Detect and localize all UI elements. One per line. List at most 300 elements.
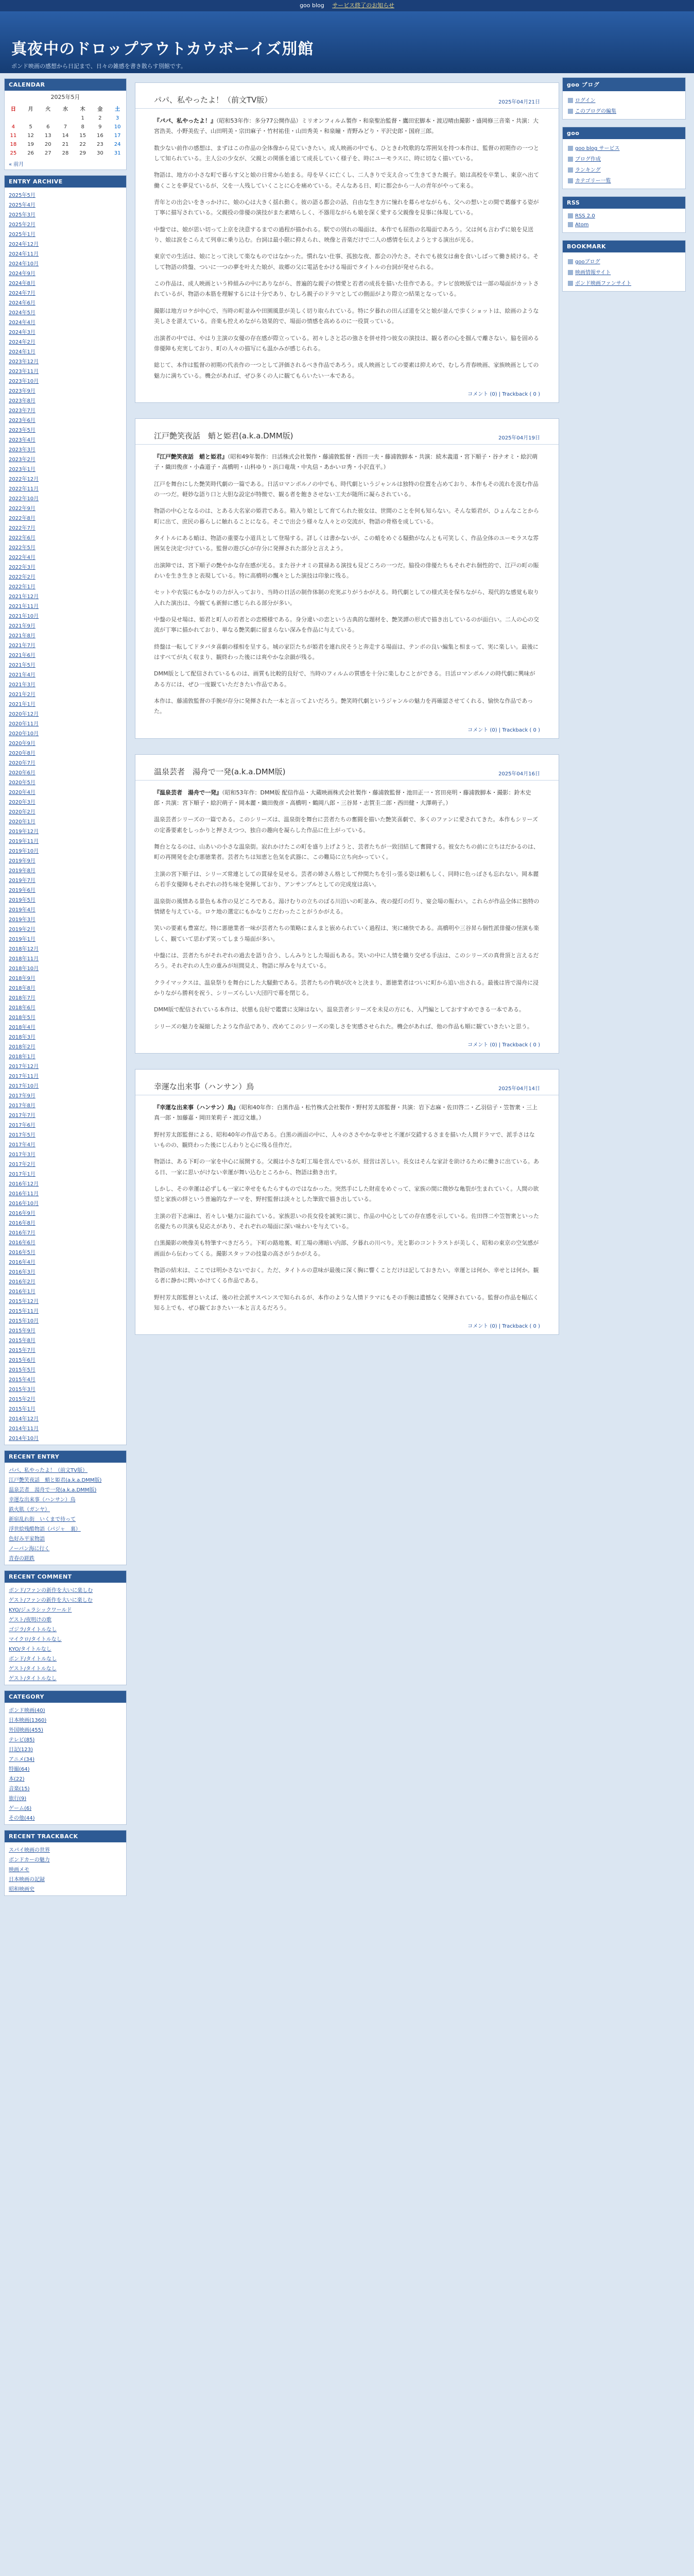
category-box bbox=[4, 1690, 127, 1825]
archive-link[interactable]: 2019年8月 bbox=[9, 868, 36, 874]
category-link[interactable]: 旅行(9) bbox=[9, 1796, 27, 1802]
archive-link[interactable]: 2021年2月 bbox=[9, 692, 36, 698]
archive-link[interactable]: 2017年7月 bbox=[9, 1113, 36, 1118]
archive-link[interactable]: 2015年1月 bbox=[9, 1406, 36, 1412]
rss-link[interactable] bbox=[568, 221, 680, 229]
archive-link[interactable]: 2022年12月 bbox=[9, 477, 39, 482]
archive-link[interactable]: 2021年5月 bbox=[9, 663, 36, 668]
archive-link[interactable]: 2016年7月 bbox=[9, 1230, 36, 1236]
archive-link[interactable]: 2024年6月 bbox=[9, 300, 36, 306]
archive-link[interactable]: 2020年11月 bbox=[9, 721, 39, 727]
goo-blog-box bbox=[562, 77, 686, 120]
archive-link[interactable]: 2015年4月 bbox=[9, 1377, 36, 1383]
goo-blog-link[interactable]: goo blog bbox=[300, 2, 324, 9]
entry-date[interactable]: 2025年04月21日 bbox=[498, 99, 540, 105]
archive-link[interactable]: 2025年3月 bbox=[9, 212, 36, 218]
entry-paragraph: 温泉街の風情ある景色も本作の見どころである。湯けむりの立ちのぼる川沿いの町並み、夜の提灯の灯り、宴会場の賑わい。これらが作品全体に独特の情緒を与えている。ロケ地の選定にもかなりこだわったことがうかがえる。 bbox=[154, 897, 540, 915]
recent-entry-link[interactable]: 青春の蹉跌 bbox=[9, 1556, 34, 1562]
blog-link[interactable] bbox=[568, 94, 680, 105]
entry-paragraph: 本作は、藤浦敦監督の手腕が存分に発揮された一本と言ってよいだろう。艶笑時代劇というジャンルの魅力を再確認させてくれる、愉快な作品であった。 bbox=[154, 698, 533, 715]
archive-link[interactable]: 2014年11月 bbox=[9, 1426, 39, 1432]
goo-link[interactable] bbox=[568, 142, 680, 153]
archive-link[interactable]: 2022年8月 bbox=[9, 516, 36, 521]
archive-link[interactable]: 2015年3月 bbox=[9, 1387, 36, 1393]
archive-link[interactable]: 2023年11月 bbox=[9, 369, 39, 375]
archive-link[interactable]: 2014年10月 bbox=[9, 1436, 39, 1442]
archive-link[interactable]: 2015年12月 bbox=[9, 1299, 39, 1304]
archive-link[interactable]: 2019年4月 bbox=[9, 907, 36, 913]
entry-title[interactable]: 温泉芸者 湯舟で一発(a.k.a.DMM版) bbox=[154, 767, 286, 776]
archive-link[interactable]: 2019年12月 bbox=[9, 829, 39, 835]
entry-lead-title: 『パパ、私やったよ！』 bbox=[154, 117, 216, 124]
archive-link[interactable]: 2021年11月 bbox=[9, 604, 39, 609]
archive-link[interactable]: 2020年6月 bbox=[9, 770, 36, 776]
entry-paragraph: 数少ない前作の感想は、まずはこの作品の全体像から見ていきたい。成人映画の中でも、ひときわ牧歌的な雰囲気を持つ本作は、監督の初期作の一つとして知られている。主人公の少女が、父親との関係を通じて成長していく様子を、時にユーモラスに、時に切なく描いている。 bbox=[154, 144, 539, 162]
calendar-day[interactable]: 5 bbox=[29, 124, 32, 130]
category-link[interactable]: 本(22) bbox=[9, 1776, 25, 1782]
archive-link[interactable]: 2017年5月 bbox=[9, 1132, 36, 1138]
calendar-day[interactable]: 19 bbox=[27, 142, 34, 147]
entry-paragraph: 笑いの要素も豊富だ。特に悪徳業者一味が芸者たちの策略にまんまと嵌められていく過程は、実に痛快である。高橋明や三谷昇ら個性派俳優の怪演も楽しく、観ていて思わず笑ってしまう場面が多い。 bbox=[154, 925, 539, 942]
archive-link[interactable]: 2018年1月 bbox=[9, 1054, 36, 1060]
archive-link[interactable]: 2024年4月 bbox=[9, 320, 36, 326]
entry-title[interactable]: 江戸艶笑夜話 蛸と姫君(a.k.a.DMM版) bbox=[154, 431, 293, 440]
archive-link[interactable]: 2015年8月 bbox=[9, 1338, 36, 1344]
entry-paragraph: 出演陣では、宮下順子の艶やかな存在感が光る。また谷ナオミの貫禄ある演技も見どころの一つだ。脇役の俳優たちもそれぞれ個性的で、江戸の町の賑わいを生き生きと表現している。特に高橋明の飄々とした演技は印象に残る。 bbox=[154, 562, 539, 579]
service-end-notice-link[interactable]: サービス終了のお知らせ bbox=[332, 2, 394, 9]
goo-blog-box-title: goo ブログ bbox=[563, 78, 685, 91]
trackback-list bbox=[5, 1842, 126, 1895]
archive-link[interactable]: 2015年10月 bbox=[9, 1318, 39, 1324]
trackback-link[interactable]: 日本映画の記録 bbox=[9, 1877, 45, 1883]
archive-link[interactable]: 2016年9月 bbox=[9, 1211, 36, 1216]
archive-link[interactable]: 2020年8月 bbox=[9, 751, 36, 756]
archive-link[interactable]: 2025年5月 bbox=[9, 193, 36, 198]
recent-trackback-title: RECENT TRACKBACK bbox=[5, 1831, 126, 1842]
recent-entry-link[interactable]: ノーパン海に行く bbox=[9, 1546, 50, 1552]
entry-paragraph: クライマックスは、温泉祭りを舞台にした大騒動である。芸者たちの作戦が次々と決まり、悪徳業者はついに町から追い出される。最後は皆で湯舟に浸かりながら勝利を祝う、シリーズらしい大団円で幕を閉じる。 bbox=[154, 979, 539, 996]
category-list bbox=[5, 1703, 126, 1824]
category-link[interactable]: 音楽(15) bbox=[9, 1786, 30, 1792]
archive-link[interactable]: 2022年5月 bbox=[9, 545, 36, 551]
archive-link[interactable]: 2023年7月 bbox=[9, 408, 36, 414]
entry-paragraph: 白黒撮影の映像美も特筆すべきだろう。下町の路地裏、町工場の薄暗い内部、夕暮れの川べり。光と影のコントラストが美しく、昭和の東京の空気感が画面から伝わってくる。撮影スタッフの技量の高さがうかがえる。 bbox=[154, 1240, 539, 1257]
entry-paragraph: 主演の岩下志麻は、若々しい魅力に溢れている。家族思いの長女役を誠実に演じ、作品の中心としての存在感を示している。佐田啓二や笠智衆といった名優たちの共演も見応えがあり、それぞれの場面に深い味わいを与えている。 bbox=[154, 1212, 539, 1230]
entry-lead-text: （昭和49年製作：日活株式会社製作・藤浦敦監督・西田一夫・藤浦敦脚本・共演：続木義道・宮下順子・谷ナオミ・絵沢萌子・織田俊彦・小森道子・高橋明・山科ゆり・浜口竜哉・中丸信・あかいロ秀・小沢直平。） bbox=[154, 453, 538, 471]
archive-link[interactable]: 2017年12月 bbox=[9, 1064, 39, 1070]
archive-link[interactable]: 2019年10月 bbox=[9, 849, 39, 854]
archive-link[interactable]: 2020年10月 bbox=[9, 731, 39, 737]
archive-link[interactable]: 2024年9月 bbox=[9, 271, 36, 277]
goo-link-label: ブログ作成 bbox=[575, 157, 601, 162]
archive-link[interactable]: 2017年4月 bbox=[9, 1142, 36, 1148]
archive-link[interactable]: 2019年7月 bbox=[9, 878, 36, 884]
archive-link[interactable]: 2015年5月 bbox=[9, 1367, 36, 1373]
archive-link[interactable]: 2025年4月 bbox=[9, 202, 36, 208]
calendar-day[interactable]: 13 bbox=[44, 133, 51, 139]
entry-footer-links[interactable]: コメント (0) | Trackback ( 0 ) bbox=[467, 1324, 540, 1330]
entry-title[interactable]: 幸運な出来事（ハンサン）鳥 bbox=[154, 1081, 254, 1091]
archive-link[interactable]: 2023年3月 bbox=[9, 447, 36, 453]
recent-comment-list bbox=[5, 1583, 126, 1685]
archive-link[interactable]: 2023年1月 bbox=[9, 467, 36, 472]
archive-link[interactable]: 2016年1月 bbox=[9, 1289, 36, 1295]
archive-link[interactable]: 2022年11月 bbox=[9, 486, 39, 492]
calendar-week bbox=[5, 140, 126, 149]
calendar-day[interactable]: 10 bbox=[114, 124, 121, 130]
archive-link[interactable]: 2018年6月 bbox=[9, 1005, 36, 1011]
archive-link[interactable]: 2021年7月 bbox=[9, 643, 36, 649]
archive-link[interactable]: 2018年10月 bbox=[9, 966, 39, 972]
calendar-day[interactable]: 25 bbox=[10, 150, 17, 156]
calendar-day[interactable]: 7 bbox=[63, 124, 67, 130]
archive-link[interactable]: 2024年12月 bbox=[9, 242, 39, 247]
entry-paragraph: 終盤は一転してドタバタ喜劇の様相を呈する。城の家臣たちが姫君を連れ戻そうと奔走する場面は、テンポの良い編集と相まって、実に楽しい。最後にはすべてが丸く収まり、観終わった後には爽やかな余韻が残る。 bbox=[154, 643, 539, 661]
bookmark-link-label: 映画情報サイト bbox=[575, 270, 611, 276]
calendar-day[interactable]: 23 bbox=[97, 142, 103, 147]
archive-link[interactable]: 2021年10月 bbox=[9, 614, 39, 619]
entry-header bbox=[135, 419, 559, 445]
recent-comment-title: RECENT COMMENT bbox=[5, 1571, 126, 1583]
entry-paragraph: タイトルにある蛸は、物語の重要な小道具として登場する。詳しくは書かないが、この蛸をめぐる騒動がなんとも可笑しく、作品全体のユーモラスな雰囲気を決定づけている。監督の遊び心が存分に発揮された部分と言えよう。 bbox=[154, 534, 539, 552]
archive-link[interactable]: 2023年9月 bbox=[9, 388, 36, 394]
calendar-day[interactable]: 1 bbox=[81, 115, 84, 121]
calendar-day[interactable]: 15 bbox=[79, 133, 86, 139]
calendar-day[interactable]: 21 bbox=[62, 142, 69, 147]
archive-link[interactable]: 2020年7月 bbox=[9, 760, 36, 766]
calendar-day[interactable]: 28 bbox=[62, 150, 69, 156]
archive-link[interactable]: 2020年4月 bbox=[9, 790, 36, 795]
goo-link[interactable] bbox=[568, 153, 680, 164]
recent-comment-link[interactable]: KYO/タイトルなし bbox=[9, 1647, 51, 1652]
entry-paragraph: 舞台となるのは、山あいの小さな温泉街。寂れかけたこの町を盛り上げようと、芸者たちが一致団結して奮闘する。彼女たちの前に立ちはだかるのは、町の再開発を企む悪徳業者。芸者たちは知恵と色気を武器に、この難局に立ち向かっていく。 bbox=[154, 843, 539, 861]
trackback-link[interactable]: ボンドカーの魅力 bbox=[9, 1857, 50, 1863]
archive-link[interactable]: 2016年12月 bbox=[9, 1181, 39, 1187]
calendar-day bbox=[39, 114, 57, 123]
calendar-day[interactable]: 18 bbox=[10, 142, 17, 147]
archive-link[interactable]: 2019年11月 bbox=[9, 839, 39, 844]
archive-link[interactable]: 2016年4月 bbox=[9, 1260, 36, 1265]
archive-link[interactable]: 2021年12月 bbox=[9, 594, 39, 600]
archive-link[interactable]: 2015年6月 bbox=[9, 1358, 36, 1363]
entry-paragraph: 中盤には、芸者たちがそれぞれの過去を語り合う、しんみりとした場面もある。笑いの中に人情を織り交ぜる手法は、このシリーズの真骨頂と言えるだろう。それぞれの人生の重みが垣間見え、物語に厚みを与えている。 bbox=[154, 952, 539, 970]
recent-comment-link[interactable]: ゲスト/ファンの新作を大いに楽しむ bbox=[9, 1598, 93, 1603]
archive-link[interactable]: 2018年9月 bbox=[9, 976, 36, 981]
link-bullet-icon bbox=[568, 270, 573, 275]
recent-entry-link[interactable]: 浮世絵残酷物語（パジャ 裏） bbox=[9, 1527, 81, 1532]
entry-paragraph: しかし、その幸運は必ずしも一家に幸せをもたらすものではなかった。突然手にした財産をめぐって、家族の間に微妙な亀裂が生まれていく。人間の欲望と家族の絆という普遍的なテーマを、野村監督は淡々とした筆致で描き出している。 bbox=[154, 1185, 539, 1203]
archive-link[interactable]: 2016年2月 bbox=[9, 1279, 36, 1285]
archive-link[interactable]: 2025年1月 bbox=[9, 232, 36, 238]
archive-link[interactable]: 2020年3月 bbox=[9, 800, 36, 805]
recent-entry-link[interactable]: 鉄火肌（ガンヤ） bbox=[9, 1507, 50, 1513]
bookmark-link[interactable] bbox=[568, 266, 680, 277]
calendar-day[interactable]: 22 bbox=[79, 142, 86, 147]
archive-link[interactable]: 2024年11月 bbox=[9, 251, 39, 257]
calendar-day[interactable]: 17 bbox=[114, 133, 121, 139]
recent-entry-link[interactable]: 江戸艶笑夜話 蛸と姫君(a.k.a.DMM版) bbox=[9, 1478, 102, 1483]
recent-comment-link[interactable]: ゲスト/タイトルなし bbox=[9, 1666, 57, 1672]
entry-archive-box bbox=[4, 175, 127, 1445]
archive-link[interactable]: 2018年3月 bbox=[9, 1035, 36, 1040]
goo-link[interactable] bbox=[568, 175, 680, 185]
calendar-day[interactable]: 2 bbox=[98, 115, 102, 121]
archive-link[interactable]: 2015年7月 bbox=[9, 1348, 36, 1353]
archive-link[interactable]: 2019年3月 bbox=[9, 917, 36, 923]
archive-link[interactable]: 2022年6月 bbox=[9, 535, 36, 541]
archive-link[interactable]: 2019年6月 bbox=[9, 888, 36, 893]
calendar-day bbox=[22, 114, 40, 123]
entry-footer-links[interactable]: コメント (0) | Trackback ( 0 ) bbox=[467, 1042, 540, 1048]
archive-link[interactable]: 2018年12月 bbox=[9, 946, 39, 952]
calendar-day bbox=[57, 114, 74, 123]
recent-comment-link[interactable]: ゲスト/タイトルなし bbox=[9, 1676, 57, 1682]
category-link[interactable]: 日記(123) bbox=[9, 1747, 33, 1753]
recent-comment-link[interactable]: ゴジラ/タイトルなし bbox=[9, 1627, 57, 1633]
calendar-weekday: 月 bbox=[28, 107, 33, 112]
archive-link[interactable]: 2014年12月 bbox=[9, 1416, 39, 1422]
entry-lead-text: （昭和53年作：DMM版 配信作品・大蔵映画株式会社製作・藤浦敦監督・池田正一・宮田亮明・藤浦敦脚本・撮影：鈴木史郎・共演：宮下順子・絵沢萌子・岡本麗・織田俊彦・高橋明・鶴岡八郎・三谷昇・志賀圭二郎・西田健・大澤萌子。） bbox=[154, 789, 531, 807]
entry-lead bbox=[154, 788, 540, 809]
entry-paragraph: 中盤では、娘が思い切って上京を決意するまでの過程が描かれる。駅での別れの場面は、本作でも屈指の名場面であろう。父は何も言わずに娘を見送り、娘は涙をこらえて列車に乗り込む。台詞は最小限に抑えられ、映像と音楽だけで二人の感情を伝えようとする演出が光る。 bbox=[154, 226, 533, 244]
entry-paragraph: 中盤の見せ場は、姫君と町人の若者との恋模様である。身分違いの恋という古典的な題材を、艶笑譚の形式で描き出しているのが面白い。二人の心の交流が丁寧に描かれており、単なる艶笑劇に留まらない深みを作品に与えている。 bbox=[154, 616, 539, 634]
archive-link[interactable]: 2023年2月 bbox=[9, 457, 36, 463]
category-link[interactable]: 外国映画(455) bbox=[9, 1727, 43, 1733]
archive-link[interactable]: 2023年10月 bbox=[9, 379, 39, 384]
archive-link[interactable]: 2022年3月 bbox=[9, 565, 36, 570]
archive-link[interactable]: 2019年1月 bbox=[9, 937, 36, 942]
rss-box-title: RSS bbox=[563, 197, 685, 209]
trackback-link[interactable]: 映画メモ bbox=[9, 1867, 29, 1873]
calendar-day[interactable]: 3 bbox=[115, 115, 119, 121]
calendar-day[interactable]: 8 bbox=[81, 124, 84, 130]
entry-paragraph: 物語は、地方の小さな町で暮らす父と娘の日常から始まる。母を早くに亡くし、二人きりで支え合って生きてきた親子。娘は高校を卒業し、東京へ出て働くことを夢見ているが、父を一人残していくことに心を痛めている。そんなある日、町に都会から一人の青年がやって来る。 bbox=[154, 172, 539, 189]
archive-link[interactable]: 2018年7月 bbox=[9, 995, 36, 1001]
calendar-day[interactable]: 6 bbox=[46, 124, 50, 130]
calendar-day[interactable]: 24 bbox=[114, 142, 121, 147]
archive-link[interactable]: 2019年5月 bbox=[9, 897, 36, 903]
recent-comment-box bbox=[4, 1570, 127, 1685]
archive-link[interactable]: 2018年8月 bbox=[9, 986, 36, 991]
archive-link[interactable]: 2016年8月 bbox=[9, 1221, 36, 1226]
archive-link[interactable]: 2021年1月 bbox=[9, 702, 36, 707]
archive-link[interactable]: 2020年1月 bbox=[9, 819, 36, 825]
entry-title[interactable]: パパ、私やったよ！（前文TV版） bbox=[154, 95, 272, 105]
archive-link[interactable]: 2021年9月 bbox=[9, 623, 36, 629]
bookmark-link-label: ボンド映画ファンサイト bbox=[575, 281, 632, 286]
entry-paragraph: DMM版で配信されている本作は、状態も良好で鑑賞に支障はない。温泉芸者シリーズを未見の方にも、入門編としておすすめできる一本である。 bbox=[154, 1006, 525, 1013]
archive-link[interactable]: 2022年9月 bbox=[9, 506, 36, 512]
entry-date[interactable]: 2025年04月19日 bbox=[498, 435, 540, 441]
archive-link[interactable]: 2016年5月 bbox=[9, 1250, 36, 1256]
category-link[interactable]: テレビ(85) bbox=[9, 1737, 35, 1743]
category-link[interactable]: 日本映画(1360) bbox=[9, 1718, 47, 1723]
archive-link[interactable]: 2022年2月 bbox=[9, 574, 36, 580]
calendar-week bbox=[5, 114, 126, 123]
calendar-day[interactable]: 12 bbox=[27, 133, 34, 139]
entry-paragraph: 撮影は地方ロケが中心で、当時の町並みや田園風景が美しく切り取られている。特に夕暮れの田んぼ道を父と娘が並んで歩くショットは、絵画のような美しさを湛えている。音楽も控えめながら効果的で、場面の情感を高めるのに一役買っている。 bbox=[154, 307, 539, 325]
archive-link[interactable]: 2025年2月 bbox=[9, 222, 36, 228]
calendar-day[interactable]: 11 bbox=[10, 133, 17, 139]
archive-link[interactable]: 2017年6月 bbox=[9, 1123, 36, 1128]
recent-comment-link[interactable]: マイクロ/タイトルなし bbox=[9, 1637, 62, 1642]
calendar-day[interactable]: 4 bbox=[11, 124, 15, 130]
archive-link[interactable]: 2017年11月 bbox=[9, 1074, 39, 1079]
recent-entry-title: RECENT ENTRY bbox=[5, 1451, 126, 1463]
bookmark-link[interactable] bbox=[568, 277, 680, 288]
entry-header bbox=[135, 1070, 559, 1095]
calendar-day[interactable]: 30 bbox=[97, 150, 103, 156]
entry-paragraph: 総じて、本作は監督の初期の代表作の一つとして評価されるべき作品であろう。成人映画としての要素は抑えめで、むしろ青春映画、家族映画としての魅力に満ちている。機会があれば、ぜひ多くの人に観てもらいたい一本である。 bbox=[154, 362, 539, 379]
archive-link[interactable]: 2018年5月 bbox=[9, 1015, 36, 1021]
archive-link[interactable]: 2024年8月 bbox=[9, 281, 36, 286]
archive-link[interactable]: 2023年6月 bbox=[9, 418, 36, 423]
main-content bbox=[135, 82, 559, 1350]
calendar-day[interactable]: 31 bbox=[114, 150, 121, 156]
category-link[interactable]: その他(44) bbox=[9, 1816, 35, 1821]
archive-link[interactable]: 2015年9月 bbox=[9, 1328, 36, 1334]
archive-link[interactable]: 2016年6月 bbox=[9, 1240, 36, 1246]
recent-entry-box bbox=[4, 1450, 127, 1565]
calendar-day[interactable]: 16 bbox=[97, 133, 103, 139]
archive-link[interactable]: 2022年4月 bbox=[9, 555, 36, 561]
archive-link[interactable]: 2024年7月 bbox=[9, 291, 36, 296]
entry-paragraph: 江戸を舞台にした艶笑時代劇の一篇である。日活ロマンポルノの中でも、時代劇というジャンルは独特の位置を占めており、本作もその流れを汲む作品の一つだ。軽妙な語り口と大胆な設定が特徴で、観る者を飽きさせない工夫が随所に凝らされている。 bbox=[154, 480, 539, 498]
archive-link[interactable]: 2024年2月 bbox=[9, 340, 36, 345]
entry-body bbox=[135, 781, 559, 1032]
recent-entry-link[interactable]: 幸運な出来事（ハンサン）鳥 bbox=[9, 1497, 76, 1503]
link-bullet-icon bbox=[568, 222, 573, 227]
archive-link[interactable]: 2023年8月 bbox=[9, 398, 36, 404]
calendar-prev-link[interactable]: « 前月 bbox=[9, 162, 24, 167]
calendar-day[interactable]: 26 bbox=[27, 150, 34, 156]
entry-paragraph: 野村芳太郎監督による、昭和40年の作品である。白黒の画面の中に、人々のささやかな幸せと不運が交錯するさまを描いた人間ドラマで、派手さはないものの、観終わった後にじんわりと心に残る佳作だ。 bbox=[154, 1131, 535, 1148]
archive-link[interactable]: 2017年1月 bbox=[9, 1172, 36, 1177]
top-bar bbox=[0, 0, 694, 11]
blog-links bbox=[563, 91, 685, 119]
archive-link[interactable]: 2016年10月 bbox=[9, 1201, 39, 1207]
archive-link[interactable]: 2019年2月 bbox=[9, 927, 36, 933]
blog-entry bbox=[135, 1069, 559, 1335]
archive-link[interactable]: 2015年11月 bbox=[9, 1309, 39, 1314]
archive-link[interactable]: 2024年5月 bbox=[9, 310, 36, 316]
trackback-link[interactable]: スパイ映画の世界 bbox=[9, 1848, 50, 1853]
recent-entry-link[interactable]: 新宿乱れ街 いくまで待って bbox=[9, 1517, 76, 1522]
archive-link[interactable]: 2019年9月 bbox=[9, 858, 36, 864]
entry-date[interactable]: 2025年04月16日 bbox=[498, 771, 540, 777]
recent-comment-link[interactable]: ボンド/ファンの新作を大いに楽しむ bbox=[9, 1588, 93, 1594]
archive-link[interactable]: 2015年2月 bbox=[9, 1397, 36, 1402]
category-link[interactable]: アニメ(34) bbox=[9, 1757, 35, 1762]
archive-link[interactable]: 2022年1月 bbox=[9, 584, 36, 590]
category-link[interactable]: ボンド映画(40) bbox=[9, 1708, 45, 1714]
entry-paragraph: シリーズの魅力を凝縮したような作品であり、改めてこのシリーズの楽しさを実感させられた。機会があれば、他の作品も順に観ていきたいと思う。 bbox=[154, 1023, 533, 1030]
entry-lead bbox=[154, 1103, 540, 1124]
archive-link[interactable]: 2022年7月 bbox=[9, 526, 36, 531]
calendar-day[interactable]: 20 bbox=[44, 142, 51, 147]
archive-link[interactable]: 2020年5月 bbox=[9, 780, 36, 786]
archive-link[interactable]: 2021年6月 bbox=[9, 653, 36, 658]
recent-entry-link[interactable]: パパ、私やったよ！（前文TV版） bbox=[9, 1468, 88, 1473]
entry-paragraph: DMM版として配信されているものは、画質も比較的良好で、当時のフィルムの質感を十分に楽しむことができる。日活ロマンポルノの時代劇に興味がある方には、ぜひ一度観ていただきたい作品である。 bbox=[154, 670, 535, 688]
bookmark-link[interactable] bbox=[568, 256, 680, 266]
archive-link[interactable]: 2017年8月 bbox=[9, 1103, 36, 1109]
recent-entry-list bbox=[5, 1463, 126, 1565]
entry-footer-links[interactable]: コメント (0) | Trackback ( 0 ) bbox=[467, 391, 540, 397]
calendar-title: CALENDAR bbox=[5, 79, 126, 91]
goo-link-label: goo blog サービス bbox=[575, 146, 620, 151]
archive-link[interactable]: 2016年11月 bbox=[9, 1191, 39, 1197]
archive-link[interactable]: 2020年2月 bbox=[9, 809, 36, 815]
link-bullet-icon bbox=[568, 259, 573, 264]
archive-link[interactable]: 2023年12月 bbox=[9, 359, 39, 365]
entry-body bbox=[135, 1095, 559, 1314]
blog-link[interactable] bbox=[568, 105, 680, 116]
archive-link[interactable]: 2018年4月 bbox=[9, 1025, 36, 1030]
blog-entry bbox=[135, 418, 559, 739]
archive-link[interactable]: 2024年1月 bbox=[9, 349, 36, 355]
entry-lead-title: 『幸運な出来事（ハンサン）鳥』 bbox=[154, 1104, 239, 1111]
archive-link[interactable]: 2021年8月 bbox=[9, 633, 36, 639]
archive-link[interactable]: 2017年10月 bbox=[9, 1083, 39, 1089]
archive-link[interactable]: 2020年9月 bbox=[9, 741, 36, 747]
goo-link[interactable] bbox=[568, 164, 680, 175]
recent-entry-link[interactable]: 色好み平家物語 bbox=[9, 1536, 45, 1542]
category-link[interactable]: ゲーム(6) bbox=[9, 1806, 32, 1811]
archive-link[interactable]: 2024年10月 bbox=[9, 261, 39, 267]
archive-link[interactable]: 2021年3月 bbox=[9, 682, 36, 688]
trackback-link[interactable]: 昭和映画史 bbox=[9, 1887, 34, 1892]
archive-link[interactable]: 2024年3月 bbox=[9, 330, 36, 335]
calendar-week bbox=[5, 123, 126, 131]
archive-link[interactable]: 2018年2月 bbox=[9, 1044, 36, 1050]
calendar-day[interactable]: 29 bbox=[79, 150, 86, 156]
recent-comment-link[interactable]: ゲスト/夜明けの歌 bbox=[9, 1617, 51, 1623]
bookmark-box bbox=[562, 240, 686, 292]
archive-link[interactable]: 2016年3月 bbox=[9, 1269, 36, 1275]
recent-entry-link[interactable]: 温泉芸者 湯舟で一発(a.k.a.DMM版) bbox=[9, 1487, 97, 1493]
entry-footer-links[interactable]: コメント (0) | Trackback ( 0 ) bbox=[467, 727, 540, 733]
calendar-table bbox=[5, 103, 126, 158]
entry-lead-text: （昭和40年作：白黒作品・松竹株式会社製作・野村芳太郎監督・共演：岩下志麻・佐田啓二・乙羽信子・笠智衆・三上真一郎・加藤嘉・岡田茉莉子・渡辺文雄。） bbox=[154, 1104, 537, 1122]
recent-comment-link[interactable]: ボンド/タイトルなし bbox=[9, 1656, 57, 1662]
archive-link[interactable]: 2017年2月 bbox=[9, 1162, 36, 1167]
blog-link-label: ログイン bbox=[575, 98, 596, 104]
category-link[interactable]: 特撮(64) bbox=[9, 1767, 30, 1772]
archive-link[interactable]: 2023年4月 bbox=[9, 437, 36, 443]
blog-subtitle: ポンド映画の感想から日記まで、日々の雑感を書き散らす別館です。 bbox=[11, 63, 186, 70]
archive-link[interactable]: 2020年12月 bbox=[9, 711, 39, 717]
rss-link[interactable] bbox=[568, 212, 680, 221]
entry-date[interactable]: 2025年04月14日 bbox=[498, 1086, 540, 1092]
link-bullet-icon bbox=[568, 178, 573, 183]
blog-title[interactable]: 真夜中のドロップアウトカウボーイズ別館 bbox=[11, 40, 314, 58]
calendar-day[interactable]: 9 bbox=[98, 124, 102, 130]
recent-comment-link[interactable]: KYO/ジュラシックワールド bbox=[9, 1607, 72, 1613]
entry-lead-title: 『温泉芸者 湯舟で一発』 bbox=[154, 789, 222, 796]
archive-link[interactable]: 2018年11月 bbox=[9, 956, 39, 962]
archive-link[interactable]: 2021年4月 bbox=[9, 672, 36, 678]
archive-link[interactable]: 2017年3月 bbox=[9, 1152, 36, 1158]
goo-box bbox=[562, 127, 686, 189]
calendar-weekday: 水 bbox=[62, 107, 68, 112]
rss-link-label: RSS 2.0 bbox=[575, 213, 595, 219]
calendar-day[interactable]: 14 bbox=[62, 133, 69, 139]
calendar-day[interactable]: 27 bbox=[44, 150, 51, 156]
archive-link[interactable]: 2023年5月 bbox=[9, 428, 36, 433]
archive-link[interactable]: 2022年10月 bbox=[9, 496, 39, 502]
archive-link[interactable]: 2017年9月 bbox=[9, 1093, 36, 1099]
